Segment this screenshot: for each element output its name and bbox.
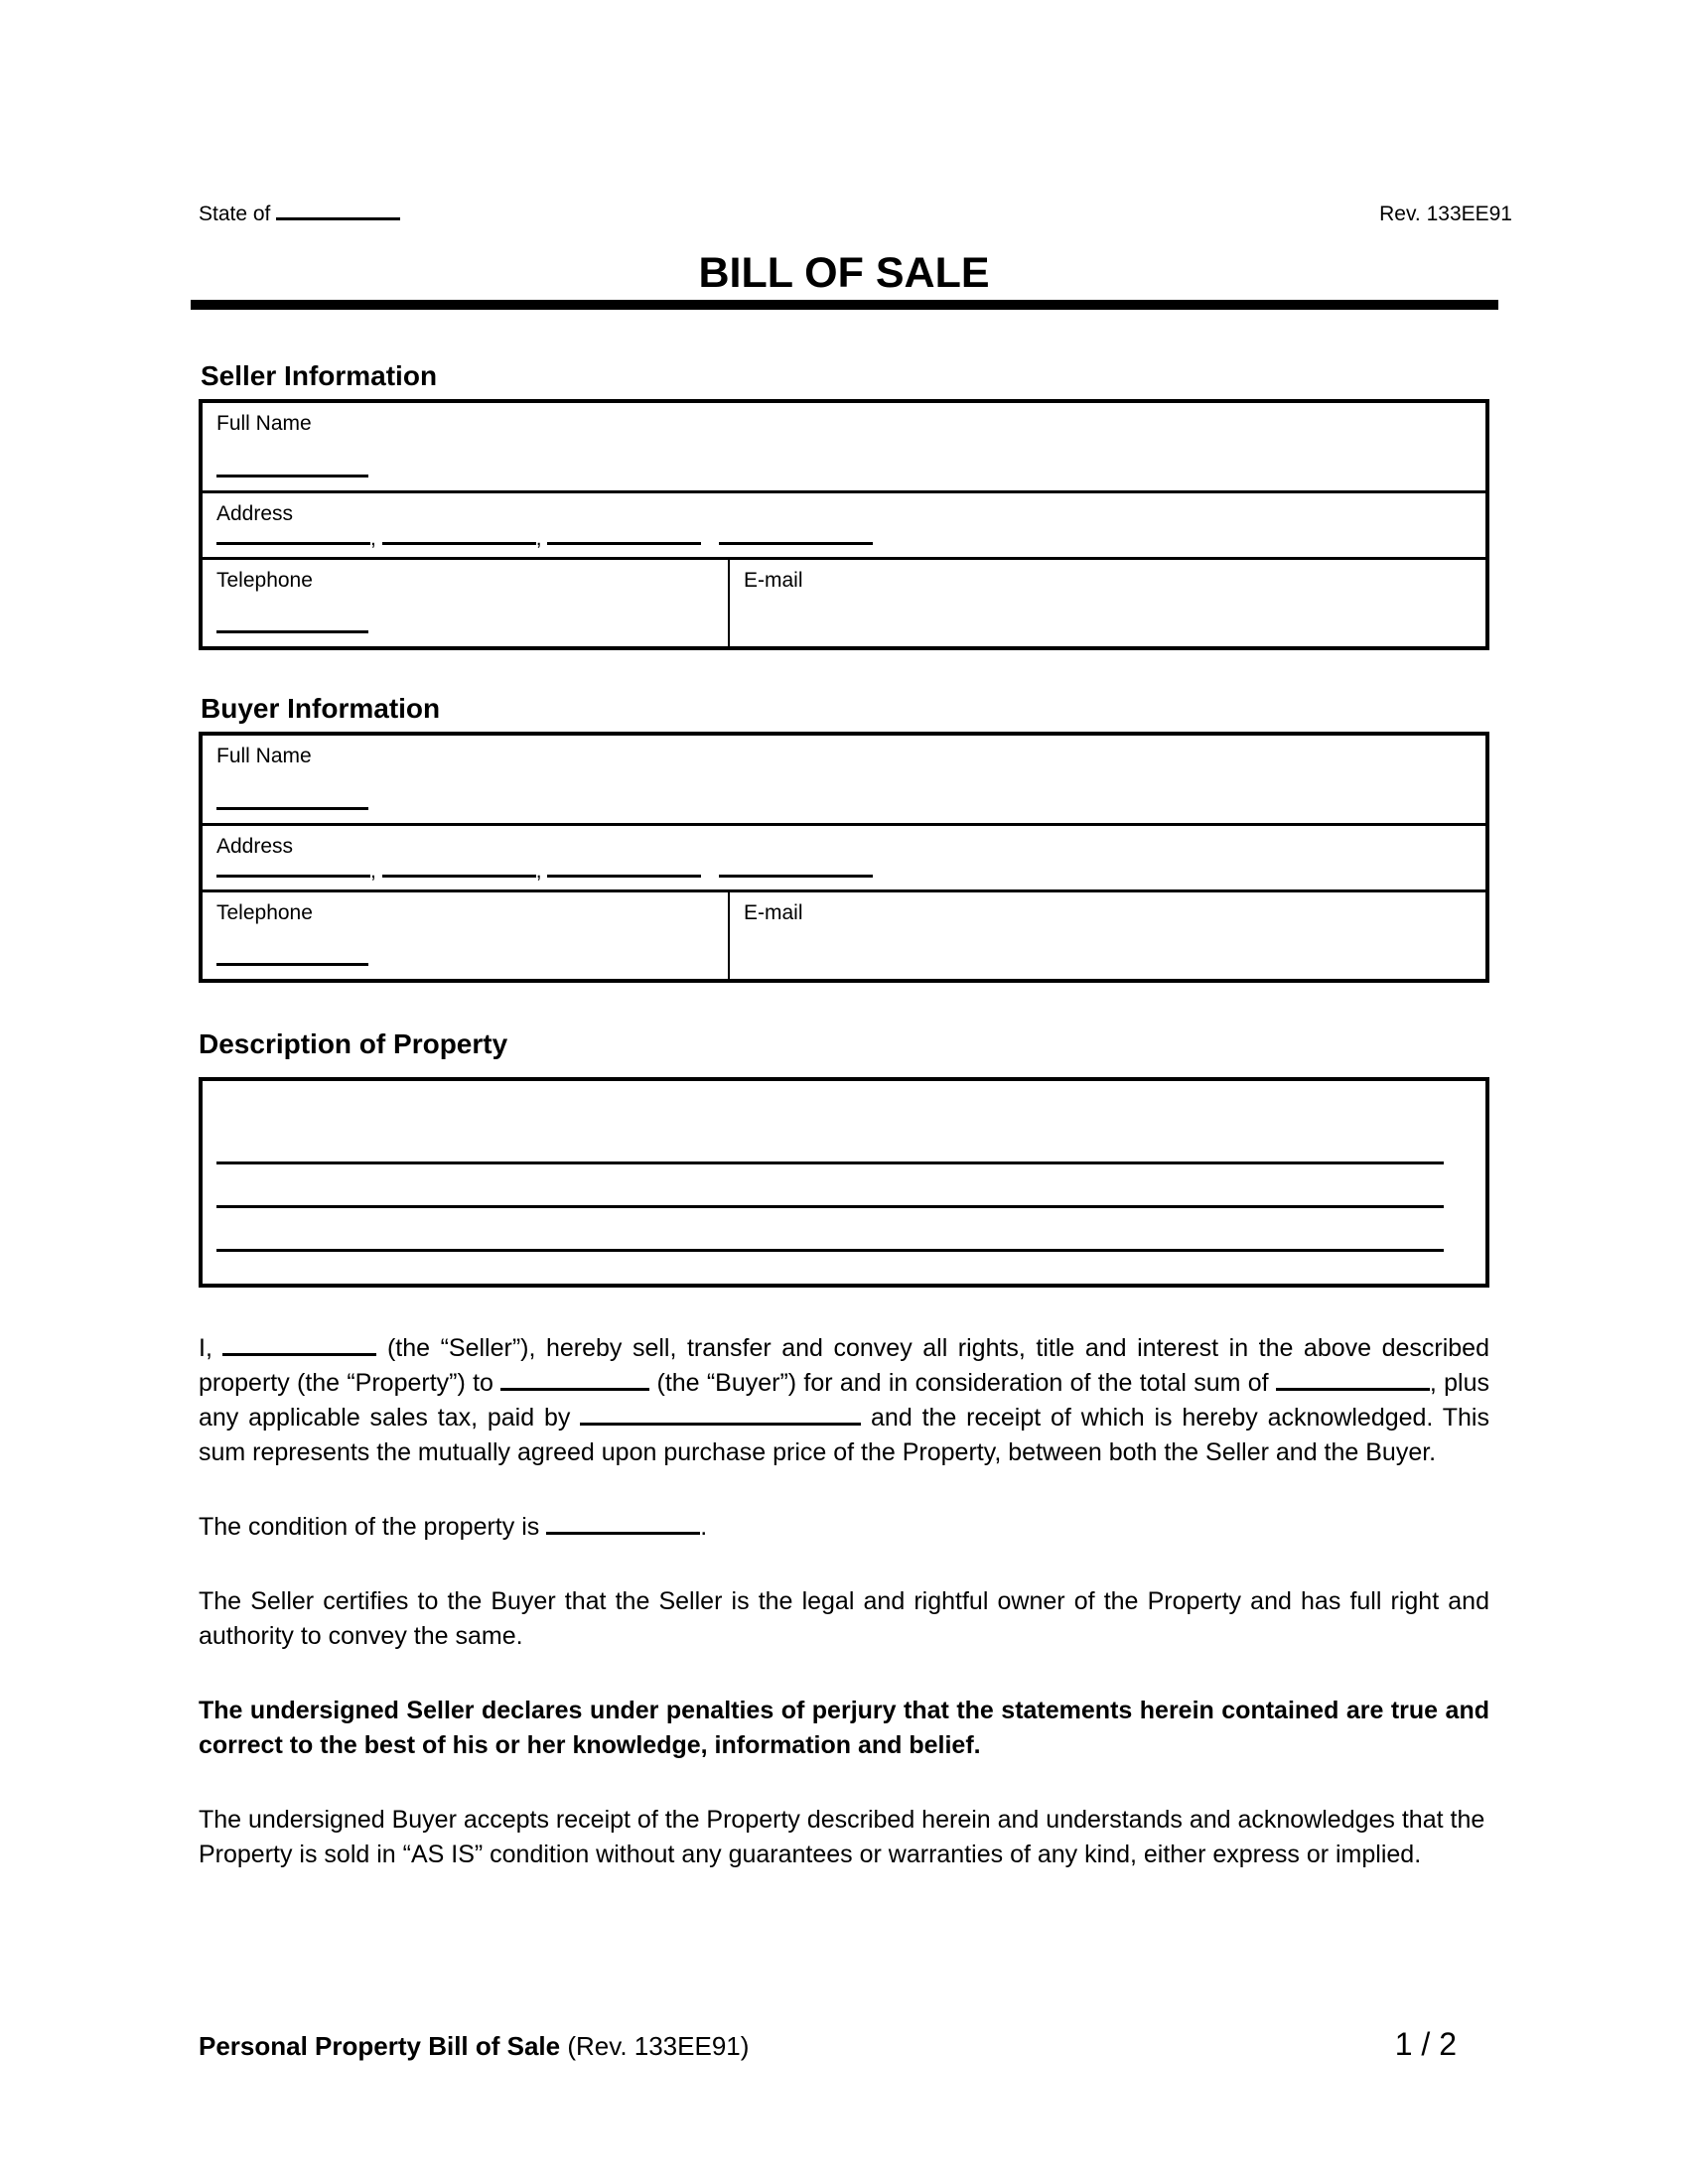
paragraph-text: I, [199, 1334, 223, 1362]
buyer-full-name-blank[interactable] [216, 807, 368, 810]
buyer-address-row [203, 823, 1485, 890]
paragraph-text: , plus any applicable sales tax, paid by [199, 1369, 1489, 1432]
as-is-paragraph: The undersigned Buyer accepts receipt of the Property described herein and understands and acknowledges that the Property is sold in “AS IS” condition without any guarantees or warranties of any kind, either express or implied. [199, 1806, 1485, 1868]
buyer-full-name-label: Full Name [216, 745, 312, 767]
seller-address-blank-3[interactable] [547, 531, 701, 545]
seller-email-cell [730, 560, 1485, 646]
buyer-address-label: Address [216, 834, 294, 858]
ownership-paragraph: The Seller certifies to the Buyer that the Seller is the legal and rightful owner of the Property and has full right and authority to convey the same. [199, 1587, 1489, 1650]
sale-amount-blank[interactable] [1276, 1372, 1430, 1391]
payment-method-blank[interactable] [580, 1407, 861, 1426]
buyer-full-name-row [203, 736, 1485, 823]
comma-separator: , [370, 860, 376, 884]
seller-contact-row [203, 557, 1485, 646]
opening-paragraph [199, 1331, 1489, 1470]
buyer-contact-row [203, 889, 1485, 979]
seller-address-row [203, 490, 1485, 558]
paragraph-text: . [700, 1513, 708, 1541]
seller-full-name-row [203, 403, 1485, 490]
state-of-blank[interactable] [276, 205, 400, 220]
property-description-box [199, 1077, 1489, 1288]
buyer-telephone-label: Telephone [216, 901, 313, 925]
seller-telephone-blank[interactable] [216, 630, 368, 633]
seller-address-label: Address [216, 501, 294, 525]
buyer-address-blanks [216, 861, 1485, 882]
buyer-email-label: E-mail [744, 901, 803, 925]
footer-title-line [199, 2029, 749, 2064]
seller-address-blank-1[interactable] [216, 531, 370, 545]
page-header [199, 202, 1512, 227]
seller-information-heading: Seller Information [201, 360, 438, 391]
perjury-paragraph: The undersigned Seller declares under penalties of perjury that the statements herein contained are true and correct to the best of his or her knowledge, information and belief. [199, 1697, 1489, 1759]
seller-telephone-cell [203, 560, 730, 646]
document-title: BILL OF SALE [698, 249, 990, 297]
seller-email-label: E-mail [744, 569, 803, 593]
state-of-label: State of [199, 203, 277, 225]
property-description-line-3[interactable] [216, 1249, 1444, 1252]
buyer-telephone-cell [203, 892, 730, 979]
state-of-line [199, 202, 400, 227]
revision-label: Rev. 133EE91 [1379, 203, 1512, 225]
comma-separator: , [535, 860, 542, 884]
buyer-address-blank-2[interactable] [382, 864, 536, 878]
footer-revision: (Rev. 133EE91) [560, 2031, 750, 2061]
buyer-address-blank-1[interactable] [216, 864, 370, 878]
comma-separator: , [535, 527, 542, 551]
page-number: 1 / 2 [1394, 2026, 1457, 2062]
seller-telephone-label: Telephone [216, 569, 313, 593]
buyer-address-blank-3[interactable] [547, 864, 701, 878]
buyer-information-heading: Buyer Information [201, 693, 441, 724]
buyer-email-cell [730, 892, 1485, 979]
paragraph-text: The condition of the property is [199, 1513, 547, 1541]
title-divider [191, 300, 1498, 310]
comma-separator: , [370, 527, 376, 551]
seller-full-name-label: Full Name [216, 412, 312, 435]
property-description-line-2[interactable] [216, 1205, 1444, 1208]
footer-document-title: Personal Property Bill of Sale [199, 2031, 561, 2061]
paragraph-text: (the “Seller”), hereby sell, transfer and convey all rights, title and interest in the above described property (the “Property”) to [199, 1334, 1489, 1397]
buyer-address-blank-4[interactable] [719, 864, 873, 878]
paragraph-text: and the receipt of which is hereby acknowledged. This sum represents the mutually agreed upon purchase price of the Property, between both the Seller and the Buyer. [199, 1404, 1489, 1466]
condition-paragraph [199, 1510, 1489, 1545]
seller-address-blank-2[interactable] [382, 531, 536, 545]
buyer-telephone-blank[interactable] [216, 963, 368, 966]
page-footer [199, 2027, 1489, 2064]
buyer-name-blank[interactable] [500, 1372, 649, 1391]
description-of-property-heading: Description of Property [199, 1028, 508, 1059]
seller-address-blanks [216, 528, 1485, 549]
paragraph-text: (the “Buyer”) for and in consideration of the total sum of [649, 1369, 1276, 1397]
seller-name-blank[interactable] [222, 1337, 376, 1356]
seller-address-blank-4[interactable] [719, 531, 873, 545]
condition-blank[interactable] [546, 1516, 700, 1535]
property-description-line-1[interactable] [216, 1161, 1444, 1164]
seller-full-name-blank[interactable] [216, 475, 368, 478]
buyer-info-table [199, 732, 1489, 983]
seller-info-table [199, 399, 1489, 650]
